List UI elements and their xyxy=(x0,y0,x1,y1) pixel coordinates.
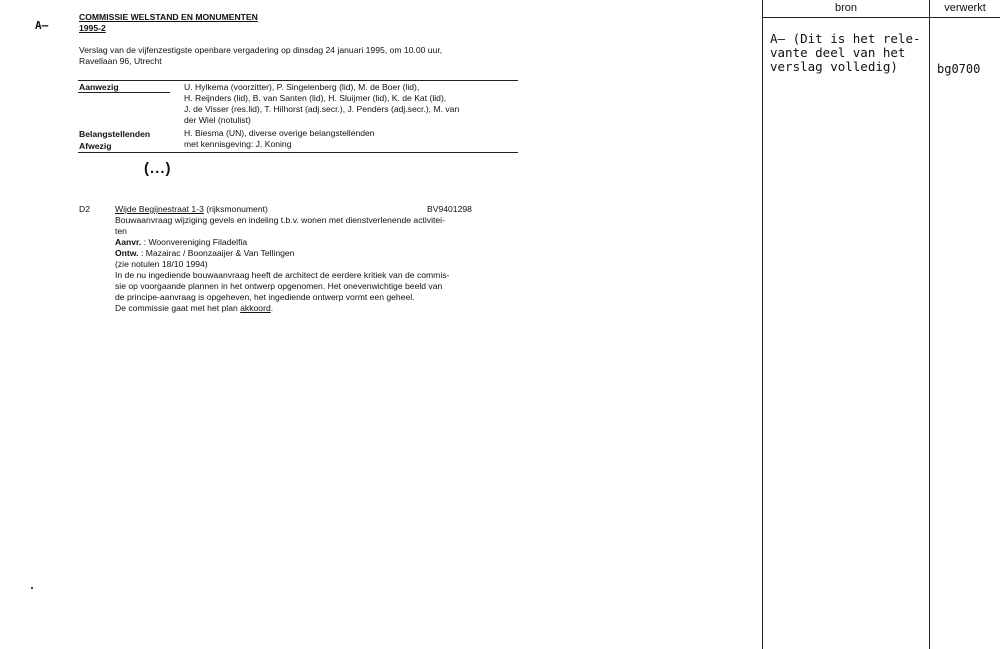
table-header-rule xyxy=(762,17,1000,18)
item-status: (rijksmonument) xyxy=(203,204,268,214)
scan-speck xyxy=(31,587,33,589)
item-reference: BV9401298 xyxy=(427,204,472,214)
margin-mark: A– xyxy=(35,19,49,32)
present-line: der Wiel (notulist) xyxy=(184,115,251,125)
bron-note-line: verslag volledig) xyxy=(770,59,898,74)
intro-line: Ravellaan 96, Utrecht xyxy=(79,56,162,66)
item-description: ten xyxy=(115,226,127,236)
column-header-verwerkt: verwerkt xyxy=(944,2,986,14)
item-text-line: sie op voorgaande plannen in het ontwerp opgenomen. Het onevenwichtige beeld van xyxy=(115,281,443,291)
omission-ellipsis: (...) xyxy=(144,160,172,177)
present-line: H. Reijnders (lid), B. van Santen (lid), H. Sluijmer (lid), K. de Kat (lid), xyxy=(184,93,447,103)
intro-text xyxy=(79,45,519,67)
conclusion-prefix: De commissie gaat met het plan xyxy=(115,303,241,313)
item-applicant xyxy=(115,237,515,248)
designer-value: : Mazairac / Boonzaaijer & Van Tellingen xyxy=(138,248,295,258)
conclusion-decision: akkoord xyxy=(240,303,271,313)
table-column-divider xyxy=(929,0,930,649)
bron-note-line: vante deel van het xyxy=(770,45,906,60)
document-code: 1995-2 xyxy=(79,23,106,33)
present-line: U. Hylkema (voorzitter), P. Singelenberg (lid), M. de Boer (lid), xyxy=(184,82,420,92)
item-address xyxy=(115,204,268,215)
attendance-top-rule xyxy=(78,80,518,81)
document-title: COMMISSIE WELSTAND EN MONUMENTEN xyxy=(79,12,258,22)
applicant-label: Aanvr. xyxy=(115,237,142,247)
present-label-underline xyxy=(78,92,170,93)
present-label: Aanwezig xyxy=(79,82,119,92)
bron-note xyxy=(770,32,928,74)
conclusion-suffix: . xyxy=(270,303,274,313)
item-body xyxy=(115,215,515,314)
column-header-bron: bron xyxy=(834,2,858,14)
item-street: Wijde Begijnestraat 1-3 xyxy=(115,204,204,214)
item-text-line: In de nu ingediende bouwaanvraag heeft de architect de eerdere kritiek van de commis- xyxy=(115,270,450,280)
absent-label: Afwezig xyxy=(79,141,112,151)
attendance-bottom-rule xyxy=(78,152,518,153)
verwerkt-value: bg0700 xyxy=(937,62,981,76)
designer-label: Ontw. xyxy=(115,248,139,258)
stakeholders-label: Belangstellenden xyxy=(79,129,151,139)
item-text-line: de principe-aanvraag is opgeheven, het ingediende ontwerp vormt een geheel. xyxy=(115,292,415,302)
item-conclusion xyxy=(115,303,515,314)
applicant-value: : Woonvereniging Filadelfia xyxy=(141,237,248,247)
stakeholders-value: H. Biesma (UN), diverse overige belangstellenden xyxy=(184,128,375,138)
intro-line: Verslag van de vijfenzestigste openbare vergadering op dinsdag 24 januari 1995, om 10.00 uur, xyxy=(79,45,443,55)
absent-value: met kennisgeving: J. Koning xyxy=(184,139,292,149)
item-notes-ref: (zie notulen 18/10 1994) xyxy=(115,259,208,269)
table-left-border xyxy=(762,0,763,649)
bron-note-line: A– (Dit is het rele- xyxy=(770,31,921,46)
item-code: D2 xyxy=(79,204,90,214)
item-designer xyxy=(115,248,515,259)
present-line: J. de Visser (res.lid), T. Hilhorst (adj.secr.), J. Penders (adj.secr.), M. van xyxy=(184,104,460,114)
present-list xyxy=(184,82,520,126)
item-description: Bouwaanvraag wijziging gevels en indeling t.b.v. wonen met dienstverlenende activitei- xyxy=(115,215,445,225)
